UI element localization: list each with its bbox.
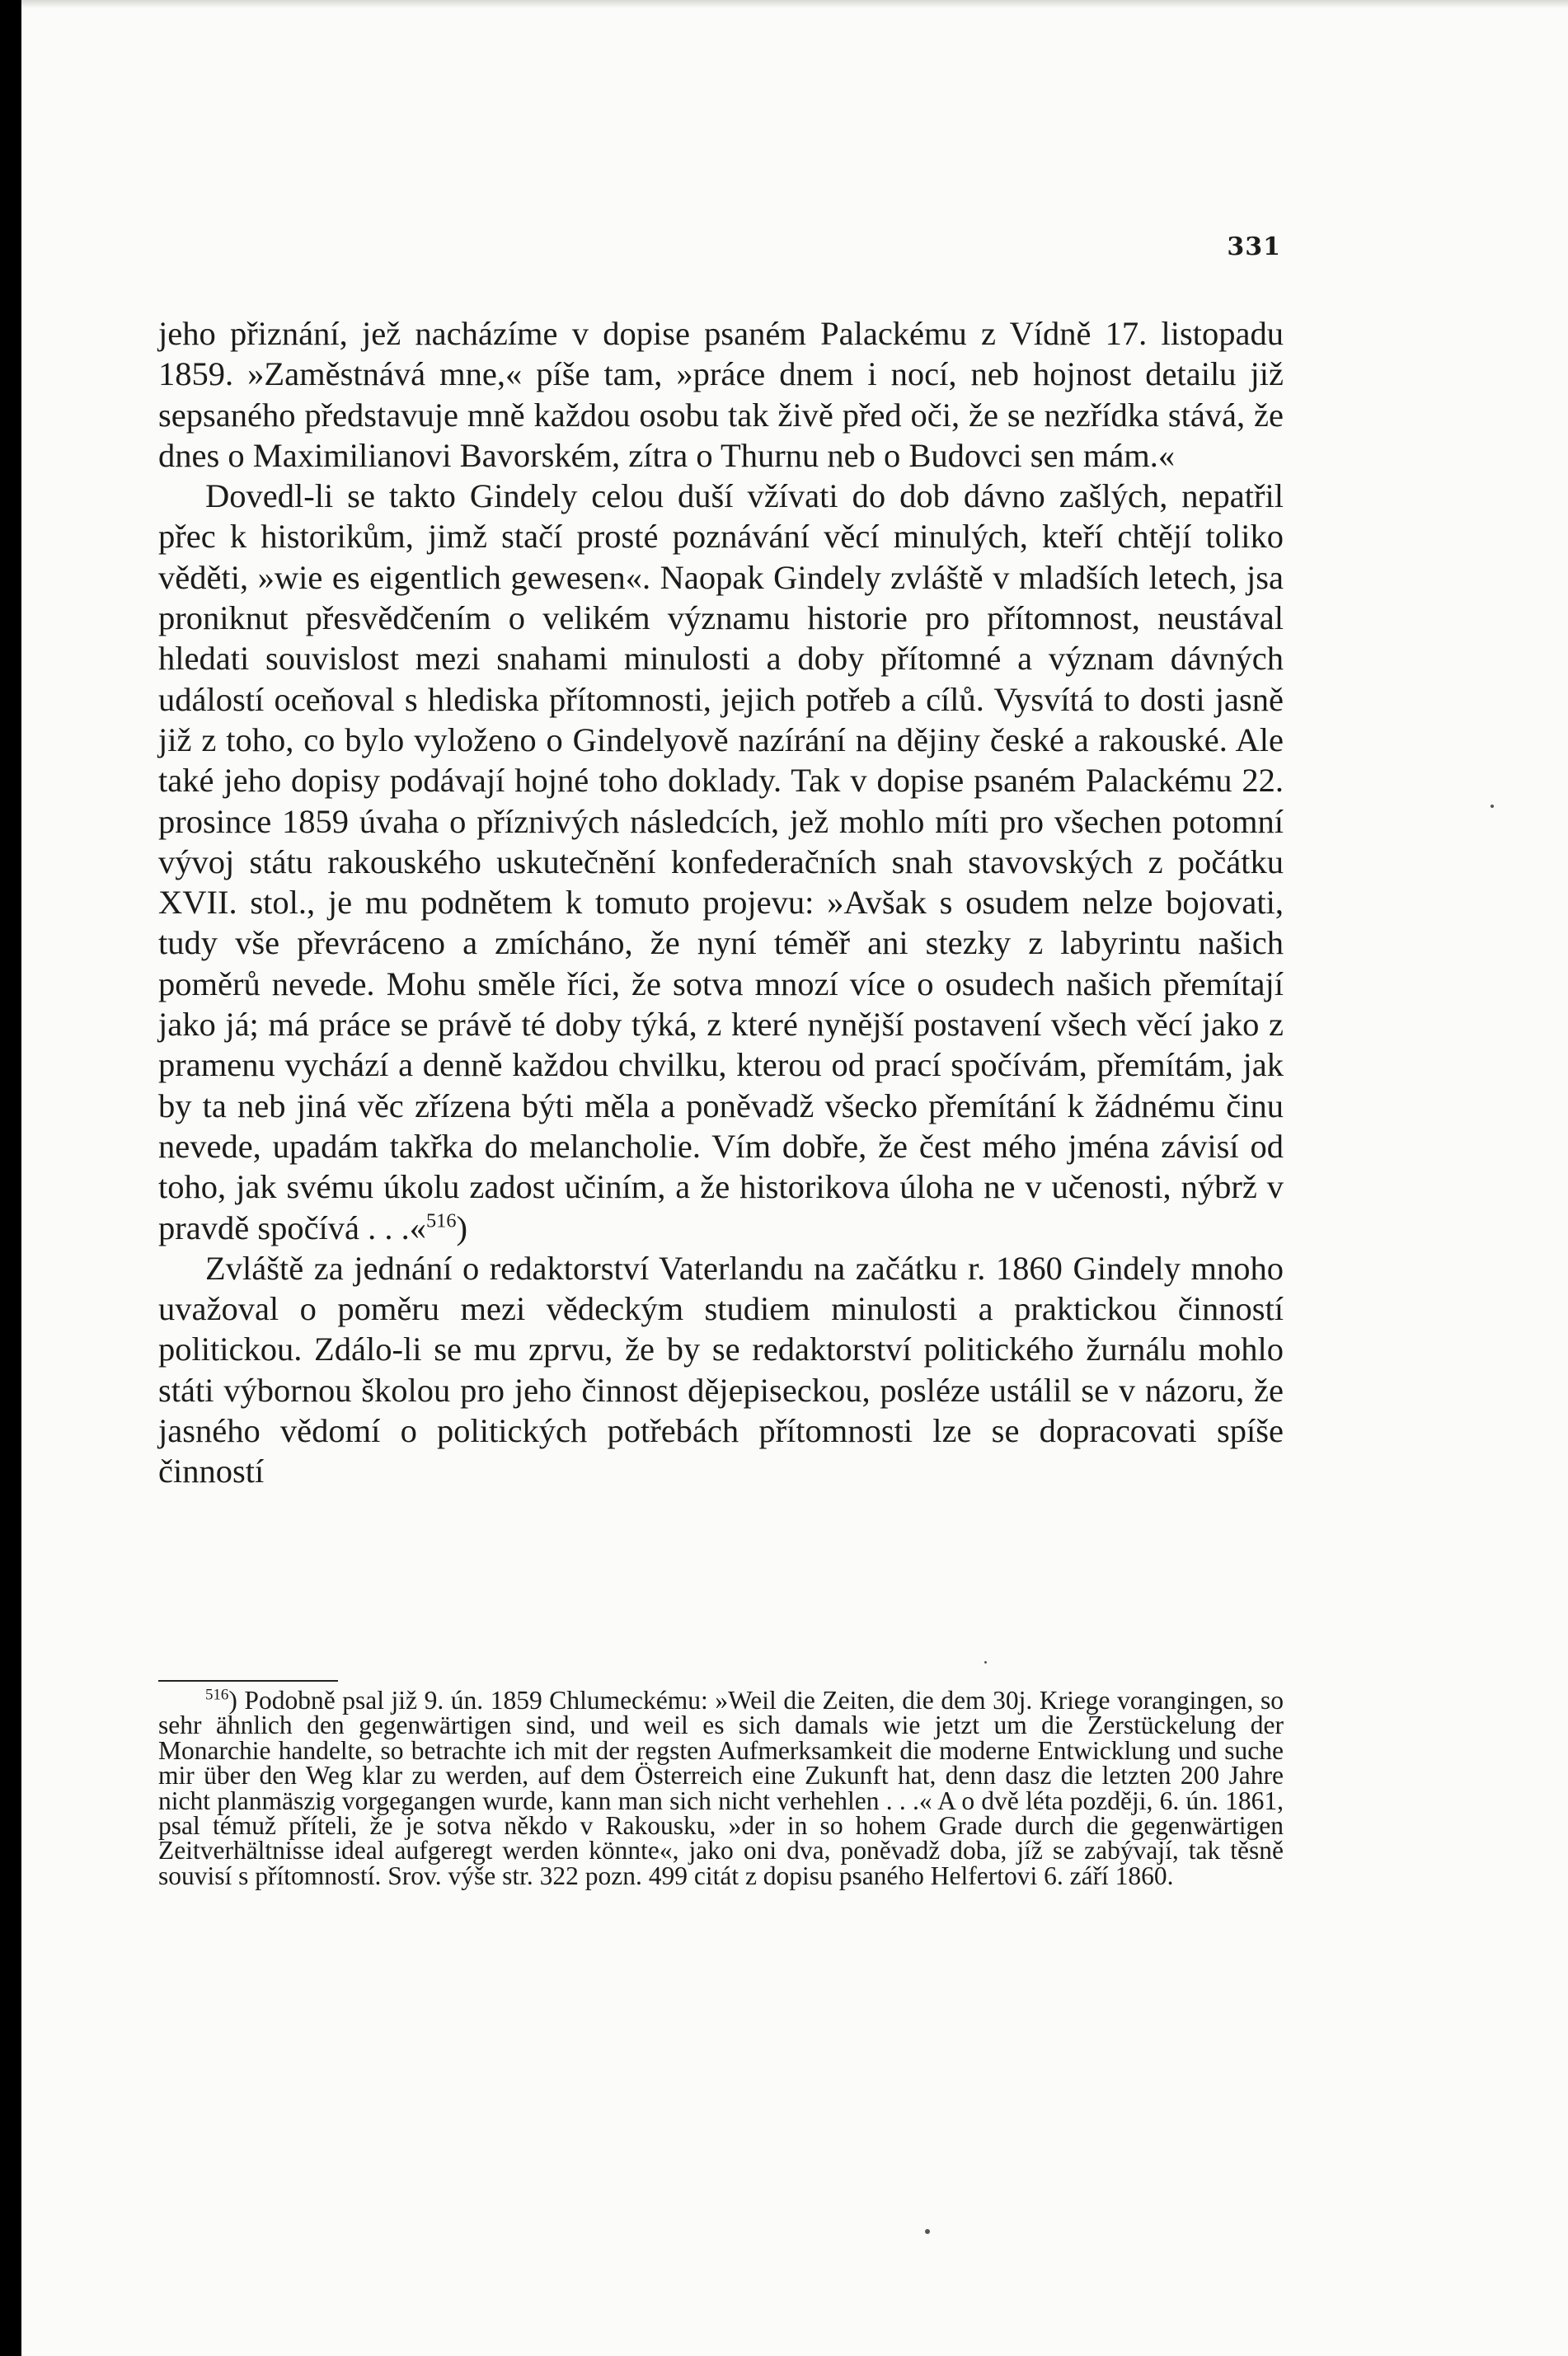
footnote-reference-516: 516: [426, 1209, 457, 1232]
footnote-516: [158, 1688, 1284, 1889]
footnote-number: 516: [205, 1686, 229, 1704]
scan-speck: [925, 2229, 930, 2234]
paragraph-1: jeho přiznání, jež nacházíme v dopise psaném Palackému z Vídně 17. listopadu 1859. »Zaměstnává mne,« píše tam, »práce dnem i nocí, neb hojnost detailu již sepsaného představuje mně každou osobu tak živě před oči, že se nezřídka stává, že dnes o Maximilianovi Bavorském, zítra o Thurnu neb o Budovci sen mám.«: [158, 315, 1284, 474]
scan-speck: [1491, 805, 1494, 808]
paragraph-3: Zvláště za jednání o redaktorství Vaterlandu na začátku r. 1860 Gindely mnoho uvažoval o poměru mezi vědeckým studiem minulosti a praktickou činností politickou. Zdálo-li se mu zprvu, že by se redaktorství politického žurnálu mohlo státi výbornou školou pro jeho činnost dějepiseckou, posléze ustálil se v názoru, že jasného vědomí o politických potřebách přítomnosti lze se dopracovati spíše činností: [158, 1249, 1284, 1490]
footnote-divider: [158, 1680, 338, 1682]
paragraph-2-tail: ): [456, 1209, 467, 1246]
book-page: [21, 0, 1568, 2356]
paragraph-2: [158, 476, 1284, 1248]
main-text-body: [158, 313, 1284, 1492]
scan-speck: [984, 1661, 987, 1664]
footnote-body: Podobně psal již 9. ún. 1859 Chlumeckému: »Weil die Zeiten, die dem 30j. Kriege vorangingen, so sehr ähnlich den gegenwärtigen sind, und weil es sich damals wie jetzt um die Zerstückelung der Monarchie handelte, so betrachte ich mit der regsten Aufmerksamkeit die moderne Entwicklung und suche mir über den Weg klar zu werden, auf dem Österreich eine Zukunft hat, denn dasz die letzten 200 Jahre nicht planmäszig vorgegangen wurde, kann man sich nicht verhehlen . . .« A o dvě léta později, 6. ún. 1861, psal témuž příteli, že je sotva někdo v Rakousku, »der in so hohem Grade durch die gegenwärtigen Zeitverhältnisse ideal aufgeregt werden könnte«, jako oni dva, poněvadž doba, jíž se zabývají, tak těsně souvisí s přítomností. Srov. výše str. 322 pozn. 499 citát z dopisu psaného Helfertovi 6. září 1860.: [158, 1686, 1284, 1890]
page-number: 331: [1227, 232, 1281, 261]
scan-edge-shadow: [21, 0, 1568, 8]
footnote-number-tail: ): [228, 1686, 237, 1715]
footnote-paragraph: [158, 1688, 1284, 1889]
paragraph-2-text: Dovedl-li se takto Gindely celou duší vžívati do dob dávno zašlých, nepatřil přec k historikům, jimž stačí prosté poznávání věcí minulých, kteří chtějí toliko věděti, »wie es eigentlich gewesen«. Naopak Gindely zvláště v mladších letech, jsa proniknut přesvědčením o velikém významu historie pro přítomnost, neustával hledati souvislost mezi snahami minulosti a doby přítomné a význam dávných událostí oceňoval s hlediska přítomnosti, jejich potřeb a cílů. Vysvítá to dosti jasně již z toho, co bylo vyloženo o Gindelyově nazírání na dějiny české a rakouské. Ale také jeho dopisy podávají hojné toho doklady. Tak v dopise psaném Palackému 22. prosince 1859 úvaha o příznivých následcích, jež mohlo míti pro všechen potomní vývoj státu rakouského uskutečnění konfederačních snah stavovských z počátku XVII. stol., je mu podnětem k tomuto projevu: »Avšak s osudem nelze bojovati, tudy vše převráceno a zmícháno, že nyní téměř ani stezky z labyrintu našich poměrů nevede. Mohu směle říci, že sotva mnozí více o osudech našich přemítají jako já; má práce se právě té doby týká, z které nynější postavení všech věcí jako z pramenu vychází a denně každou chvilku, kterou od prací spočívám, přemítám, jak by ta neb jiná věc zřízena býti měla a poněvadž všecko přemítání k žádnému činu nevede, upadám takřka do melancholie. Vím dobře, že čest mého jména závisí od toho, jak svému úkolu zadost učiním, a že historikova úloha ne v učenosti, nýbrž v pravdě spočívá . . .«: [158, 477, 1284, 1246]
